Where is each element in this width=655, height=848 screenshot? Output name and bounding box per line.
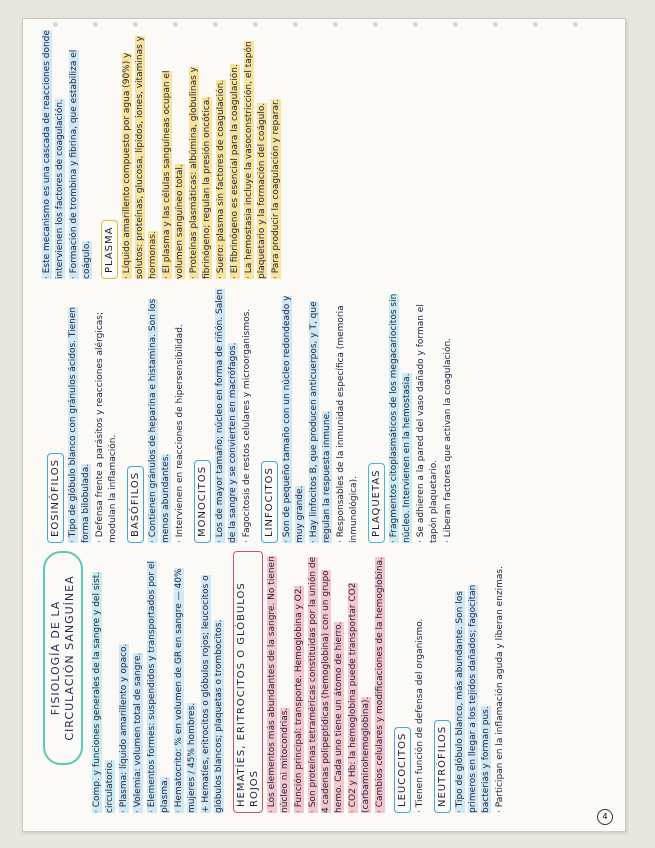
plasma-line [121, 29, 160, 279]
plaquetas-line [388, 287, 414, 543]
hematies-text: · Cambios celulares y modificaciones de la hemoglobina. [375, 557, 385, 813]
intro-text: · Volemia: volumen total de sangre. [133, 652, 143, 813]
intro-line [146, 551, 172, 813]
plaquetas-line: · Se adhieren a la pared del vaso dañado y forman el tapón plaquetario. [416, 304, 439, 543]
plasma-line [229, 29, 242, 279]
intro-text: · Elementos formes: suspendidos y transportados por el plasma. [147, 560, 170, 813]
coagulation-line [68, 29, 94, 279]
coagulation-text: · Este mecanismo es una cascada de reacciones donde intervienen los factores de coagulación. [42, 30, 65, 279]
hematies-heading: HEMATÍES, ERITROCITOS O GLÓBULOS ROJOS [233, 551, 263, 813]
hematies-line [307, 551, 346, 813]
basofilos-heading: BASÓFILOS [127, 466, 144, 543]
page-title: FISIOLOGÍA DE LA CIRCULACIÓN SANGUÍNEA [43, 551, 83, 765]
linfocitos-text: · Son de pequeño tamaño con un núcleo redondeado y muy grande. [282, 295, 305, 543]
plasma-line [188, 29, 214, 279]
leucocitos-heading: LEUCOCITOS [394, 727, 411, 813]
eosinofilos-line [67, 287, 93, 543]
intro-text: · Comp. y funciones generales de la sangre y del sist. circulatorio. [92, 571, 115, 813]
column-1 [41, 551, 508, 813]
column-2 [41, 287, 456, 543]
plaquetas-heading: PLAQUETAS [368, 463, 385, 543]
hematies-line [374, 551, 387, 813]
intro-line [173, 551, 199, 813]
plasma-line [270, 29, 283, 279]
eosinofilos-line: · Defensa frente a parásitos y reacciones alérgicas; modulan la inflamación. [95, 311, 118, 543]
monocitos-line [214, 287, 240, 543]
neutrofilos-line [454, 551, 493, 813]
plasma-text: · La hemostasia incluye la vasoconstricción, el tapón plaquetario y la formación del coágulo. [244, 41, 267, 279]
hematies-text: · Función principal: transporte. Hemoglobina y O2. [294, 585, 304, 813]
plasma-line [243, 29, 269, 279]
hematies-line [347, 551, 373, 813]
intro-line [91, 551, 117, 813]
hematies-line [266, 551, 292, 813]
intro-text: · Hematocrito: % en volumen de GR en sangre — 40% mujeres / 45% hombres. [174, 568, 197, 813]
plasma-text: · Proteínas plasmáticas: albúmina, globulinas y fibrinógeno; regulan la presión oncótica. [189, 67, 212, 279]
intro-line [118, 551, 131, 813]
column-3 [41, 29, 284, 279]
monocitos-line: · Fagocitosis de restos celulares y microorganismos. [242, 308, 252, 543]
plasma-line [215, 29, 228, 279]
plasma-text: · Líquido amarillento compuesto por agua (90%) y solutos: proteínas, glucosa, lípidos, iones, vitaminas y hormonas. [122, 36, 158, 279]
linfocitos-line [308, 287, 334, 543]
basofilos-line: · Intervienen en reacciones de hipersensibilidad. [175, 324, 185, 543]
plasma-text: · Suero: plasma sin factores de coagulación. [216, 79, 226, 279]
intro-line [132, 551, 145, 813]
plasma-line [161, 29, 187, 279]
page-number: 4 [597, 809, 613, 825]
coagulation-line [41, 29, 67, 279]
basofilos-text: · Contienen gránulos de heparina e histamina. Son los menos abundantes. [148, 298, 171, 543]
linfocitos-heading: LINFOCITOS [261, 461, 278, 543]
hematies-text: · Los elementos más abundantes de la sangre. No tienen núcleo ni mitocondrias. [267, 556, 290, 813]
plasma-heading: PLASMA [101, 221, 118, 280]
monocitos-text: · Los de mayor tamaño; núcleo en forma de riñón. Salen de la sangre y se convierten en macrófagos. [215, 289, 238, 543]
intro-text: + Hematíes, eritrocitos o glóbulos rojos; leucocitos o glóbulos blancos; plaquetas o trombocitos. [201, 575, 224, 813]
eosinofilos-heading: EOSINÓFILOS [47, 453, 64, 543]
neutrofilos-text: · Tipo de glóbulo blanco, más abundante. Son los primeros en llegar a los tejidos dañados; fagocitan bacterias y forman pus. [455, 584, 491, 813]
neutrofilos-line: · Participan en la inflamación aguda y liberan enzimas. [495, 566, 505, 813]
plasma-text: · Para producir la coagulación y reparar. [271, 99, 281, 279]
linfocitos-line: · Responsables de la inmunidad específica (memoria inmunológica). [336, 305, 359, 543]
linfocitos-text: · Hay linfocitos B, que producen anticuerpos, y T, que regulan la respuesta inmune. [309, 301, 332, 543]
hematies-text: · Son proteínas tetraméricas constituidas por la unión de 4 cadenas polipeptídicas (hemoglobina) con un grupo hemo. Cada uno tiene un átomo de hierro. [308, 556, 344, 813]
rotated-notes [23, 19, 625, 831]
monocitos-heading: MONOCITOS [194, 460, 211, 543]
plaquetas-line: · Liberan factores que activan la coagulación. [443, 337, 453, 543]
linfocitos-line [281, 287, 307, 543]
notebook-page [22, 18, 626, 832]
plasma-text: · El plasma y las células sanguíneas ocupan el volumen sanguíneo total. [162, 70, 185, 279]
intro-text: · Plasma: líquido amarillento y opaco. [119, 643, 129, 813]
hematies-line [293, 551, 306, 813]
leucocitos-line: · Tienen función de defensa del organismo. [415, 618, 425, 813]
neutrofilos-heading: NEUTRÓFILOS [434, 720, 451, 813]
plasma-text: · El fibrinógeno es esencial para la coagulación. [230, 64, 240, 279]
plaquetas-text: · Fragmentos citoplasmáticos de los megacariocitos sin núcleo. Intervienen en la hemostasia. [389, 293, 412, 543]
intro-line [200, 551, 226, 813]
eosinofilos-text: · Tipo de glóbulo blanco con gránulos ácidos. Tienen forma bilobulada. [68, 306, 91, 543]
coagulation-text: · Formación de trombina y fibrina, que estabiliza el coágulo. [69, 49, 92, 279]
hematies-text: · CO2 y Hb: la hemoglobina puede transportar CO2 (carbaminohemoglobina). [348, 582, 371, 813]
basofilos-line [147, 287, 173, 543]
